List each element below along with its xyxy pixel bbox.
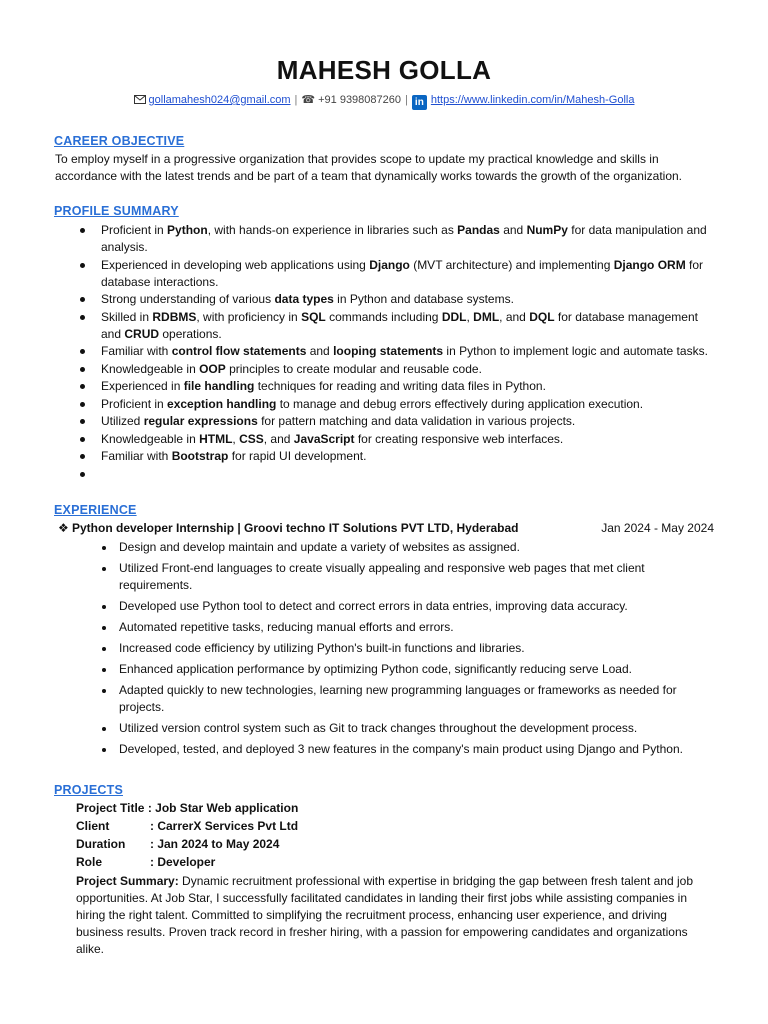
project-summary-text: Dynamic recruitment professional with expertise in bridging the gap between fresh talent and job opportunities. At Job Star, I successfully facilitated candidates in landing their first jobs while assisting companies in hiring the right talent. Committed to simplifying the recruitment process, enhancing user experience, and driving business results. Proven track record in fresher hiring, with a passion for empowering candidates and organizations alike.	[76, 874, 693, 956]
item-text: operations.	[159, 326, 222, 341]
candidate-name: MAHESH GOLLA	[276, 55, 492, 85]
item-text: and	[499, 223, 527, 237]
project-role-value: : Developer	[150, 855, 216, 869]
item-text: Utilized	[101, 414, 144, 428]
profile-summary-item	[78, 448, 718, 465]
profile-summary-item	[78, 291, 718, 308]
project-duration-value: : Jan 2024 to May 2024	[150, 837, 280, 851]
item-text: for pattern matching and data validation in various projects.	[257, 414, 576, 428]
experience-item: Developed use Python tool to detect and correct errors in data entries, improving data accuracy.	[100, 598, 710, 615]
experience-item: Increased code efficiency by utilizing Python's built-in functions and libraries.	[100, 640, 710, 657]
item-text: Strong understanding of various	[101, 292, 275, 306]
separator: |	[405, 94, 408, 106]
item-text: for data manipulation and analysis.	[101, 223, 707, 254]
experience-heading: EXPERIENCE	[54, 503, 137, 517]
experience-item: Utilized version control system such as Git to track changes throughout the development process.	[100, 720, 710, 737]
item-text: Familiar with	[101, 344, 172, 358]
project-client-value: : CarrerX Services Pvt Ltd	[150, 819, 299, 833]
profile-summary-item	[78, 396, 718, 413]
project-title-row	[76, 800, 716, 818]
experience-item: Utilized Front-end languages to create visually appealing and responsive web pages that met client requirements.	[100, 560, 710, 594]
bold-term: data types	[274, 292, 334, 306]
profile-summary-list	[78, 222, 718, 483]
project-role-label: Role	[76, 855, 103, 869]
bold-term: Django	[369, 257, 410, 272]
item-text: and	[306, 344, 334, 358]
item-text: Experienced in developing web applications using	[101, 257, 370, 272]
profile-summary-item	[78, 378, 718, 395]
bold-term: control flow statements	[171, 344, 307, 358]
item-text: for database management and	[101, 309, 698, 341]
profile-summary-item	[78, 361, 718, 378]
experience-item: Automated repetitive tasks, reducing manual efforts and errors.	[100, 619, 710, 636]
experience-role-line	[58, 520, 718, 537]
experience-item: Adapted quickly to new technologies, learning new programming languages or frameworks as needed for projects.	[100, 682, 710, 716]
profile-summary-item	[78, 431, 718, 448]
project-duration-label: Duration	[76, 837, 126, 851]
bold-term: CSS	[239, 431, 264, 446]
item-text: Familiar with	[101, 449, 172, 463]
item-text: for creating responsive web interfaces.	[354, 431, 564, 446]
project-role-row	[76, 854, 716, 872]
item-text: in Python to implement logic and automate tasks.	[443, 344, 708, 358]
item-text: , and	[263, 431, 294, 446]
item-text: techniques for reading and writing data files in Python.	[254, 379, 546, 393]
item-text: , with proficiency in	[196, 309, 302, 324]
profile-summary-item	[78, 466, 718, 483]
experience-item: Developed, tested, and deployed 3 new features in the company's main product using Django and Python.	[100, 741, 710, 758]
bold-term: Django ORM	[613, 257, 686, 272]
bold-term: Bootstrap	[171, 449, 229, 463]
bold-term: HTML	[199, 431, 233, 446]
item-text: ,	[466, 309, 474, 324]
item-text: commands including	[325, 309, 442, 324]
item-text: Proficient in	[101, 223, 168, 237]
bold-term: file handling	[183, 379, 255, 393]
project-client-row	[76, 818, 716, 836]
item-text: for rapid UI development.	[228, 449, 367, 463]
item-text: for database interactions.	[101, 257, 704, 289]
experience-role: Python developer Internship | Groovi techno IT Solutions PVT LTD, Hyderabad	[72, 521, 519, 535]
project-duration-row	[76, 836, 716, 854]
profile-summary-item	[78, 343, 718, 360]
project-title-label: Project Title	[76, 801, 145, 815]
profile-summary-heading: PROFILE SUMMARY	[54, 204, 179, 218]
item-text: Knowledgeable in	[101, 431, 200, 446]
project-summary	[76, 873, 716, 958]
linkedin-icon[interactable]: in	[412, 95, 427, 110]
bold-term: OOP	[199, 361, 226, 376]
contact-line	[0, 92, 768, 110]
item-text: ,	[232, 431, 240, 446]
item-text: (MVT architecture) and implementing	[409, 257, 614, 272]
project-title-value: : Job Star Web application	[147, 801, 299, 815]
bold-term: DML	[473, 309, 500, 324]
bold-term: Pandas	[457, 223, 500, 237]
separator: |	[294, 94, 298, 106]
item-text: Knowledgeable in	[101, 361, 200, 376]
item-text: principles to create modular and reusable code.	[225, 361, 482, 376]
career-objective-text: To employ myself in a progressive organization that provides scope to update my practical knowledge and skills in accordance with the latest trends and be part of a team that dynamically works towards the growth of the organization.	[55, 152, 683, 183]
bold-term: RDBMS	[152, 309, 197, 324]
experience-item: Design and develop maintain and update a variety of websites as assigned.	[100, 539, 710, 556]
item-text: Experienced in	[101, 379, 184, 393]
diamond-bullet-icon: ❖	[58, 521, 69, 535]
project-block	[76, 800, 716, 958]
bold-term: exception handling	[167, 396, 277, 411]
item-text: Skilled in	[101, 309, 153, 324]
bold-term: DDL	[441, 309, 467, 324]
profile-summary-item	[78, 413, 718, 430]
profile-summary-item	[78, 257, 718, 291]
item-text: , with hands-on experience in libraries such as	[207, 223, 458, 237]
profile-summary-item	[78, 222, 718, 256]
item-text: to manage and debug errors effectively during application execution.	[276, 396, 644, 411]
project-client-label: Client	[76, 819, 110, 833]
bold-term: Python	[167, 223, 208, 237]
experience-dates: Jan 2024 - May 2024	[601, 521, 714, 535]
bold-term: NumPy	[526, 223, 568, 237]
bold-term: regular expressions	[143, 414, 258, 428]
career-objective-heading: CAREER OBJECTIVE	[54, 134, 185, 148]
bold-term: looping statements	[333, 344, 444, 358]
profile-summary-item	[78, 309, 718, 343]
item-text: in Python and database systems.	[333, 292, 514, 306]
bold-term: DQL	[529, 309, 555, 324]
bold-term: SQL	[301, 309, 326, 324]
item-text: Proficient in	[101, 396, 168, 411]
bold-term: CRUD	[124, 326, 160, 341]
item-text: , and	[499, 309, 530, 324]
phone-icon: ☎	[301, 94, 316, 106]
experience-item: Enhanced application performance by optimizing Python code, significantly reducing serve Load.	[100, 661, 710, 678]
phone-number: +91 9398087260	[318, 94, 402, 106]
project-summary-label: Project Summary:	[76, 874, 179, 888]
experience-list	[100, 539, 710, 762]
envelope-icon	[134, 92, 146, 108]
bold-term: JavaScript	[293, 431, 355, 446]
linkedin-link[interactable]: https://www.linkedin.com/in/Mahesh-Golla	[430, 94, 635, 106]
projects-heading: PROJECTS	[54, 783, 123, 797]
email-link[interactable]: gollamahesh024@gmail.com	[148, 94, 291, 106]
